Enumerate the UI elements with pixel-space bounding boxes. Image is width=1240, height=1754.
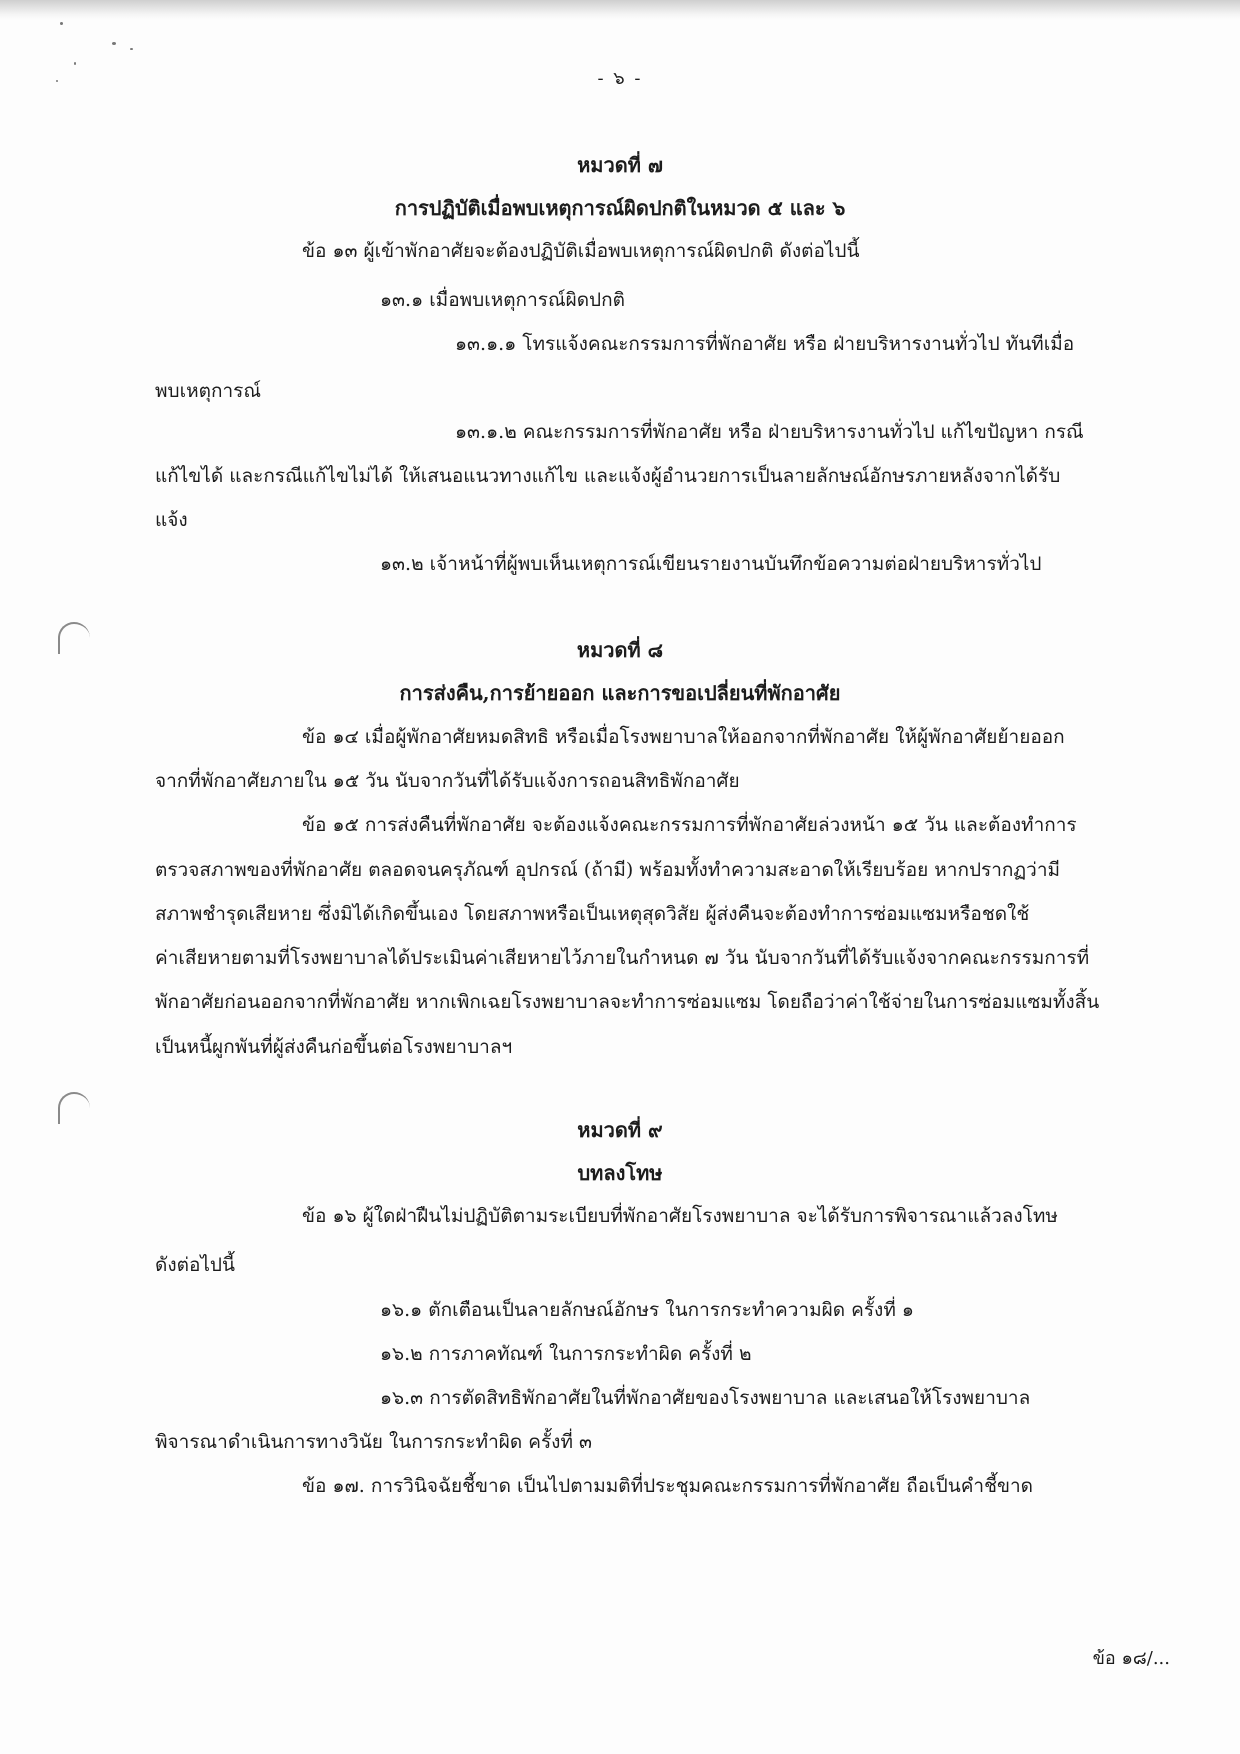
section-8-title: การส่งคืน,การย้ายออก และการขอเปลี่ยนที่พักอาศัย — [399, 681, 841, 705]
scan-speck — [130, 48, 133, 50]
clause-15-line2: ตรวจสภาพของที่พักอาศัย ตลอดจนครุภัณฑ์ อุปกรณ์ (ถ้ามี) พร้อมทั้งทำความสะอาดให้เรียบร้อย หากปรากฏว่ามี — [155, 859, 1061, 881]
clause-16-3-line1: ๑๖.๓ การตัดสิทธิพักอาศัยในที่พักอาศัยของโรงพยาบาล และเสนอให้โรงพยาบาล — [380, 1387, 1031, 1409]
clause-16-line2: ดังต่อไปนี้ — [155, 1254, 235, 1276]
clause-16-1: ๑๖.๑ ตักเตือนเป็นลายลักษณ์อักษร ในการกระทำความผิด ครั้งที่ ๑ — [380, 1299, 914, 1321]
scan-speck — [112, 42, 116, 45]
clause-13: ข้อ ๑๓ ผู้เข้าพักอาศัยจะต้องปฏิบัติเมื่อพบเหตุการณ์ผิดปกติ ดังต่อไปนี้ — [302, 240, 860, 262]
clause-16-line1: ข้อ ๑๖ ผู้ใดฝ่าฝืนไม่ปฏิบัติตามระเบียบที่พักอาศัยโรงพยาบาล จะได้รับการพิจารณาแล้วลงโทษ — [302, 1205, 1058, 1227]
clause-13-1-1-line1: ๑๓.๑.๑ โทรแจ้งคณะกรรมการที่พักอาศัย หรือ ฝ่ายบริหารงานทั่วไป ทันทีเมื่อ — [455, 333, 1075, 355]
clause-16-2: ๑๖.๒ การภาคทัณฑ์ ในการกระทำผิด ครั้งที่ ๒ — [380, 1343, 752, 1365]
clause-15-line4: ค่าเสียหายตามที่โรงพยาบาลได้ประเมินค่าเสียหายไว้ภายในกำหนด ๗ วัน นับจากวันที่ได้รับแจ้งจากคณะกรรมการที่ — [155, 947, 1090, 969]
clause-17: ข้อ ๑๗. การวินิจฉัยชี้ขาด เป็นไปตามมติที่ประชุมคณะกรรมการที่พักอาศัย ถือเป็นคำชี้ขาด — [302, 1475, 1033, 1497]
section-7-heading: หมวดที่ ๗ — [577, 153, 663, 177]
section-8-heading: หมวดที่ ๘ — [576, 638, 664, 662]
scan-speck — [60, 22, 63, 25]
scan-speck — [74, 62, 76, 65]
scan-top-edge — [0, 0, 1240, 20]
page-number: - ๖ - — [597, 68, 643, 89]
clause-16-3-line2: พิจารณาดำเนินการทางวินัย ในการกระทำผิด ครั้งที่ ๓ — [155, 1431, 592, 1453]
clause-15-line5: พักอาศัยก่อนออกจากที่พักอาศัย หากเพิกเฉยโรงพยาบาลจะทำการซ่อมแซม โดยถือว่าค่าใช้จ่ายในการซ่อมแซมทั้งสิ้น — [155, 991, 1100, 1013]
clause-13-2: ๑๓.๒ เจ้าหน้าที่ผู้พบเห็นเหตุการณ์เขียนรายงานบันทึกข้อความต่อฝ่ายบริหารทั่วไป — [380, 553, 1042, 575]
clause-14-line2: จากที่พักอาศัยภายใน ๑๕ วัน นับจากวันที่ได้รับแจ้งการถอนสิทธิพักอาศัย — [155, 770, 740, 792]
continuation-marker: ข้อ ๑๘/... — [1092, 1648, 1170, 1669]
clause-13-1-1-line2: พบเหตุการณ์ — [155, 380, 261, 402]
section-9-heading: หมวดที่ ๙ — [577, 1118, 663, 1142]
clause-13-1-2-line1: ๑๓.๑.๒ คณะกรรมการที่พักอาศัย หรือ ฝ่ายบริหารงานทั่วไป แก้ไขปัญหา กรณี — [455, 421, 1084, 443]
clause-14-line1: ข้อ ๑๔ เมื่อผู้พักอาศัยหมดสิทธิ หรือเมื่อโรงพยาบาลให้ออกจากที่พักอาศัย ให้ผู้พักอาศัยย้ายออก — [302, 726, 1065, 748]
clause-15-line1: ข้อ ๑๕ การส่งคืนที่พักอาศัย จะต้องแจ้งคณะกรรมการที่พักอาศัยล่วงหน้า ๑๕ วัน และต้องทำการ — [302, 814, 1077, 836]
clause-13-1-2-line2: แก้ไขได้ และกรณีแก้ไขไม่ได้ ให้เสนอแนวทางแก้ไข และแจ้งผู้อำนวยการเป็นลายลักษณ์อักษรภายหลังจากได้รับ — [155, 465, 1061, 487]
clause-15-line6: เป็นหนี้ผูกพันที่ผู้ส่งคืนก่อขึ้นต่อโรงพยาบาลฯ — [155, 1036, 513, 1058]
clause-15-line3: สภาพชำรุดเสียหาย ซึ่งมิได้เกิดขึ้นเอง โดยสภาพหรือเป็นเหตุสุดวิสัย ผู้ส่งคืนจะต้องทำการซ่อมแซมหรือชดใช้ — [155, 903, 1030, 925]
clause-13-1: ๑๓.๑ เมื่อพบเหตุการณ์ผิดปกติ — [380, 289, 625, 311]
clause-13-1-2-line3: แจ้ง — [155, 509, 188, 531]
section-7-title: การปฏิบัติเมื่อพบเหตุการณ์ผิดปกติในหมวด ๕ และ ๖ — [394, 196, 846, 220]
section-9-title: บทลงโทษ — [577, 1161, 663, 1185]
